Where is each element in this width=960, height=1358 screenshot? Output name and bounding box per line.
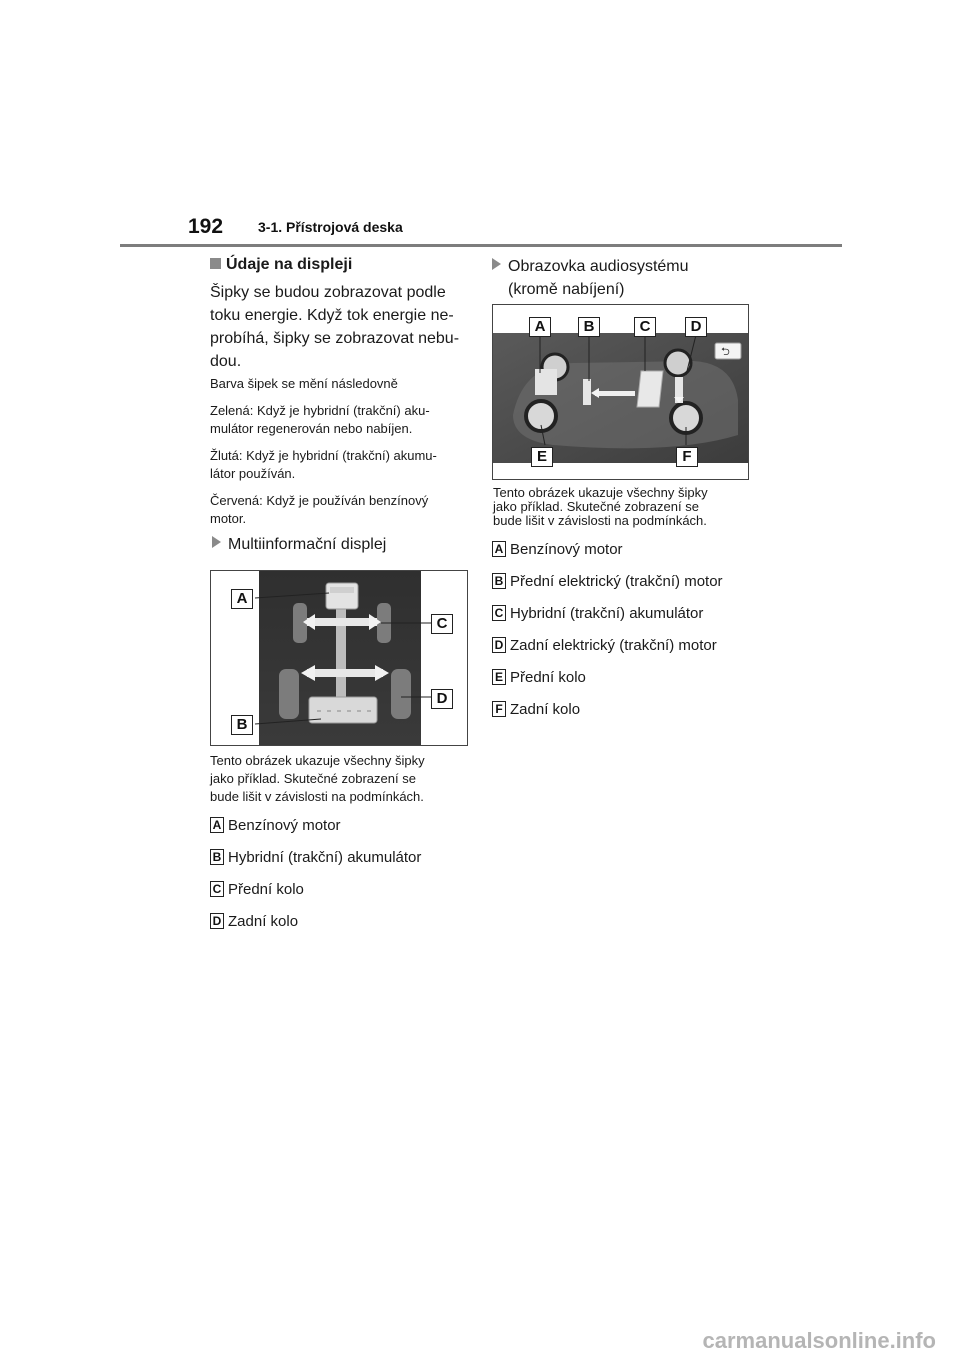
- color-yellow: Žlutá: Když je hybridní (trakční) akumu- látor používán.: [210, 448, 437, 481]
- section-heading-text: Údaje na displeji: [226, 256, 353, 273]
- audio-figure: [492, 304, 749, 480]
- legend-item: F Zadní kolo: [492, 701, 723, 733]
- legend-item: A Benzínový motor: [210, 817, 421, 849]
- color-list-intro: Barva šipek se mění následovně: [210, 376, 398, 391]
- legend-item: D Zadní elektrický (trakční) motor: [492, 637, 723, 669]
- section-heading: [210, 256, 352, 274]
- callout-d: D: [431, 689, 453, 709]
- intro-line: probíhá, šipky se zobrazovat nebu-: [210, 330, 460, 347]
- triangle-bullet-icon: [212, 536, 221, 548]
- intro-line: Šipky se budou zobrazovat podle: [210, 284, 446, 301]
- legend-item: B Hybridní (trakční) akumulátor: [210, 849, 421, 881]
- subhead-audio: Obrazovka audiosystému (kromě nabíjení): [492, 255, 689, 301]
- callout-b: B: [231, 715, 253, 735]
- callout-e: E: [531, 447, 553, 467]
- intro-line: dou.: [210, 353, 242, 370]
- callout-a: A: [529, 317, 551, 337]
- watermark: carmanualsonline.info: [702, 1328, 936, 1353]
- color-list: [210, 375, 470, 528]
- left-legend: [210, 817, 421, 945]
- right-caption: Tento obrázek ukazuje všechny šipky jako příklad. Skutečné zobrazení se bude lišit v závislosti na podmínkách.: [493, 485, 708, 528]
- subhead-multiinfo: Multiinformační displej: [212, 536, 386, 554]
- legend-item: A Benzínový motor: [492, 541, 723, 573]
- triangle-bullet-icon: [492, 258, 501, 270]
- right-legend: [492, 541, 723, 733]
- color-green: Zelená: Když je hybridní (trakční) aku- mulátor regenerován nebo nabíjen.: [210, 403, 430, 436]
- legend-item: C Přední kolo: [210, 881, 421, 913]
- callout-c: C: [634, 317, 656, 337]
- callout-c: C: [431, 614, 453, 634]
- header-rule: [120, 244, 842, 247]
- callout-a: A: [231, 589, 253, 609]
- multiinfo-figure: [210, 570, 468, 746]
- intro-paragraph: [210, 281, 470, 373]
- square-bullet-icon: [210, 258, 221, 269]
- page-number: 192: [188, 215, 224, 238]
- legend-item: C Hybridní (trakční) akumulátor: [492, 605, 723, 637]
- back-arrow-icon[interactable]: ⮌: [721, 346, 730, 358]
- color-red: Červená: Když je používán benzínový motor.: [210, 493, 429, 526]
- intro-line: toku energie. Když tok energie ne-: [210, 307, 454, 324]
- legend-item: E Přední kolo: [492, 669, 723, 701]
- legend-item: D Zadní kolo: [210, 913, 421, 945]
- legend-item: B Přední elektrický (trakční) motor: [492, 573, 723, 605]
- callout-d: D: [685, 317, 707, 337]
- callout-f: F: [676, 447, 698, 467]
- left-caption: Tento obrázek ukazuje všechny šipky jako příklad. Skutečné zobrazení se bude lišit v závislosti na podmínkách.: [210, 753, 425, 804]
- callout-b: B: [578, 317, 600, 337]
- chapter-title: 3-1. Přístrojová deska: [258, 219, 403, 235]
